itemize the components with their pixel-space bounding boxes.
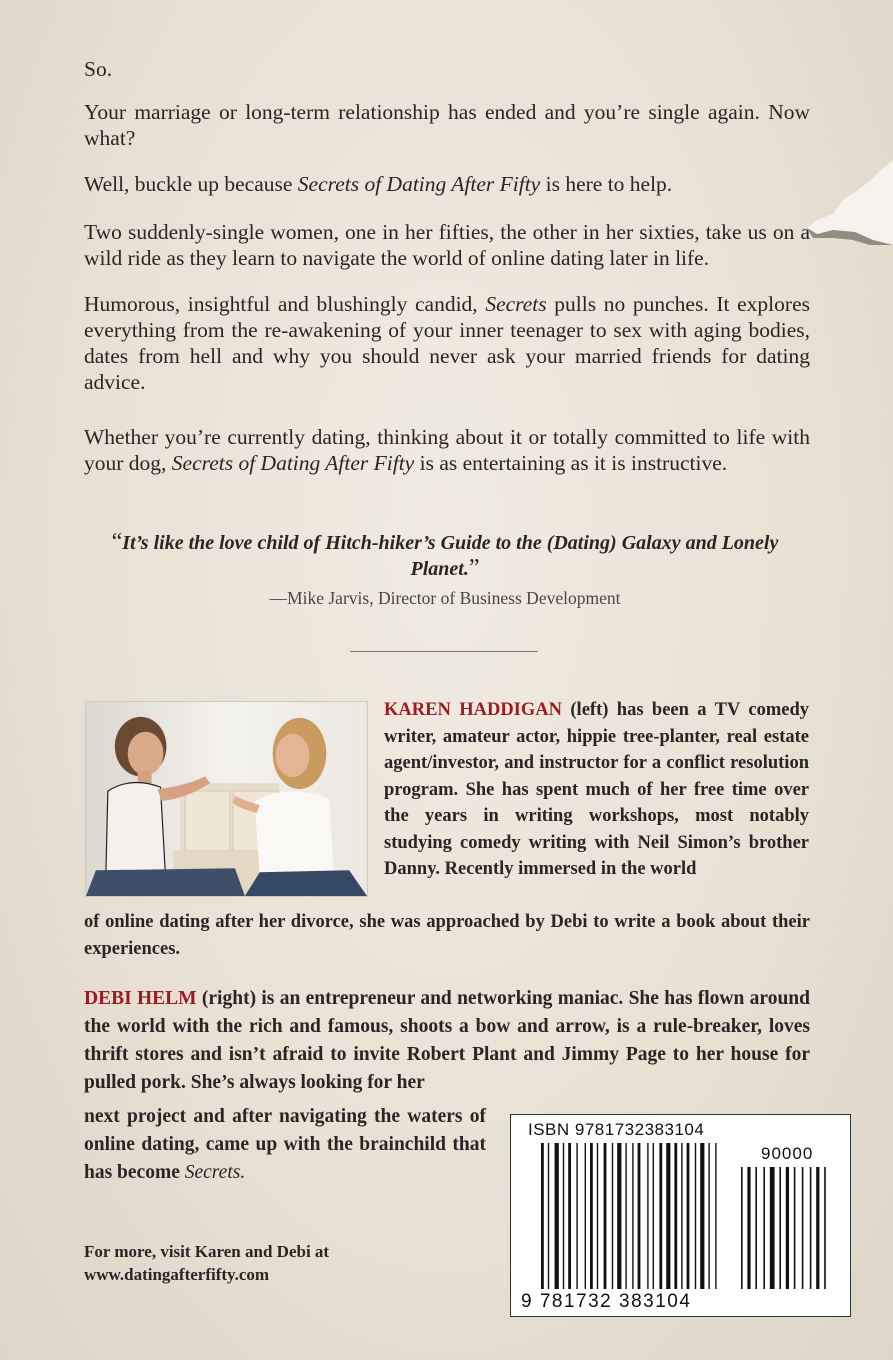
author-name-karen: KAREN HADDIGAN (384, 700, 562, 720)
blurb-paragraph-2: Well, buckle up because Secrets of Dating After Fifty is here to help. (84, 172, 673, 196)
isbn-barcode (510, 1114, 851, 1317)
book-title-short: Secrets (184, 1162, 241, 1183)
author-photo (85, 701, 368, 897)
blurb-opening: So. (84, 57, 113, 81)
karen-bio: KAREN HADDIGAN (left) has been a TV comedy writer, amateur actor, hippie tree-planter, real estate agent/investor, and instructor for a conflict resolution program. She has spent much of her free time over the years in writing workshops, most notably studying comedy writing with Neil Simon’s brother Danny. Recently immersed in the world (384, 700, 810, 879)
website-link[interactable]: www.datingafterfifty.com (84, 1265, 270, 1284)
testimonial-attribution: —Mike Jarvis, Director of Business Development (269, 588, 621, 608)
karen-bio-continued: of online dating after her divorce, she was approached by Debi to write a book about their experiences. (84, 912, 810, 959)
price-code: 90000 (761, 1144, 814, 1163)
debi-bio-continued: next project and after navigating the waters of online dating, came up with the brainchild that has become Secrets. (84, 1106, 486, 1183)
blurb-paragraph-1: Your marriage or long-term relationship has ended and you’re single again. Now what? (84, 100, 810, 150)
blurb-paragraph-4: Humorous, insightful and blushingly candid, Secrets pulls no punches. It explores everything from the re-awakening of your inner teenager to sex with aging bodies, dates from hell and why you should never ask your married friends for dating advice. (84, 292, 810, 394)
blurb-paragraph-5: Whether you’re currently dating, thinking about it or totally committed to life with your dog, Secrets of Dating After Fifty is as entertaining as it is instructive. (84, 425, 810, 475)
visit-label: For more, visit Karen and Debi at (84, 1242, 330, 1261)
book-title-short: Secrets (485, 292, 547, 316)
debi-bio: DEBI HELM (right) is an entrepreneur and networking maniac. She has flown around the world with the rich and famous, shoots a bow and arrow, is a rule-breaker, loves thrift stores and isn’t afraid to invite Robert Plant and Jimmy Page to her house for pulled pork. She’s always looking for her (84, 988, 810, 1093)
website-info (84, 1240, 464, 1286)
barcode-digits: 9 781732 383104 (521, 1291, 692, 1312)
open-quote-mark: “ (111, 529, 123, 555)
isbn-label: ISBN 9781732383104 (528, 1120, 705, 1139)
testimonial-quote: “It’s like the love child of Hitch-hiker’s Guide to the (Dating) Galaxy and Lonely Planet.” (111, 529, 779, 581)
divider (350, 651, 538, 652)
close-quote-mark: ” (468, 555, 480, 581)
book-title: Secrets of Dating After Fifty (171, 451, 415, 475)
blurb-paragraph-3: Two suddenly-single women, one in her fifties, the other in her sixties, take us on a wild ride as they learn to navigate the world of online dating later in life. (84, 220, 810, 270)
author-name-debi: DEBI HELM (84, 988, 197, 1009)
book-title: Secrets of Dating After Fifty (297, 172, 541, 196)
torn-paper-decoration (803, 160, 893, 245)
